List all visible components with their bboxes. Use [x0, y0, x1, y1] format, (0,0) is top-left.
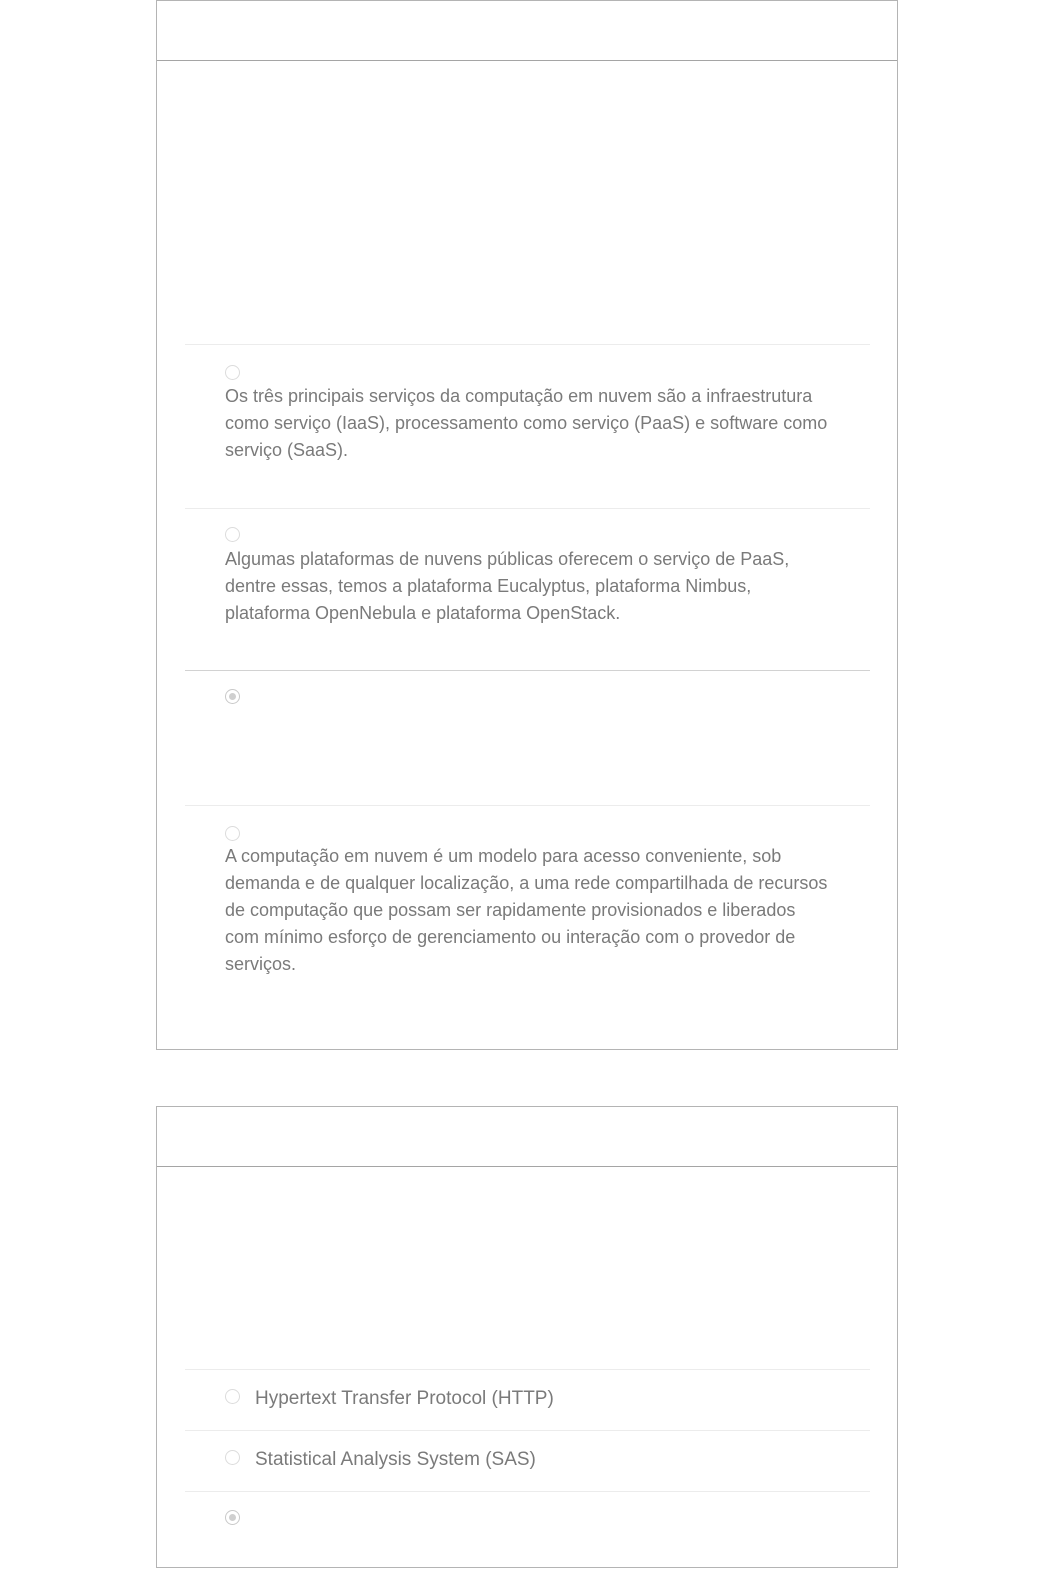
option-text: A computação em nuvem é um modelo para acesso conveniente, sob demanda e de qualquer localização, a uma rede compartilhada de recursos de computação que possam ser rapidamente provisionados e liberados com mínimo esforço de gerenciamento ou interação com o provedor de serviços.	[225, 846, 828, 974]
option-text: Os três principais serviços da computação em nuvem são a infraestrutura como serviço (IaaS), processamento como serviço (PaaS) e software como serviço (SaaS).	[225, 386, 828, 460]
radio-button-selected[interactable]	[225, 1510, 240, 1525]
question-2-option-3[interactable]	[185, 1491, 870, 1571]
option-text: Statistical Analysis System (SAS)	[255, 1449, 536, 1470]
question-1-option-4[interactable]	[185, 805, 870, 1049]
question-2-option-2[interactable]	[185, 1430, 870, 1491]
radio-button-selected[interactable]	[225, 689, 240, 704]
option-text: Algumas plataformas de nuvens públicas oferecem o serviço de PaaS, dentre essas, temos a plataforma Eucalyptus, plataforma Nimbus, plataforma OpenNebula e plataforma OpenStack.	[225, 549, 790, 623]
radio-button[interactable]	[225, 527, 240, 542]
question-1-option-3[interactable]	[185, 670, 870, 805]
question-1-option-2[interactable]	[185, 508, 870, 670]
question-card-1	[156, 0, 898, 1050]
radio-button[interactable]	[225, 826, 240, 841]
question-1-header	[157, 1, 897, 61]
radio-button[interactable]	[225, 1389, 240, 1404]
question-2-header	[157, 1107, 897, 1167]
option-text: Hypertext Transfer Protocol (HTTP)	[255, 1388, 554, 1409]
question-card-2	[156, 1106, 898, 1568]
question-2-option-1[interactable]	[185, 1369, 870, 1430]
radio-button[interactable]	[225, 1450, 240, 1465]
radio-button[interactable]	[225, 365, 240, 380]
question-1-option-1[interactable]	[185, 344, 870, 508]
